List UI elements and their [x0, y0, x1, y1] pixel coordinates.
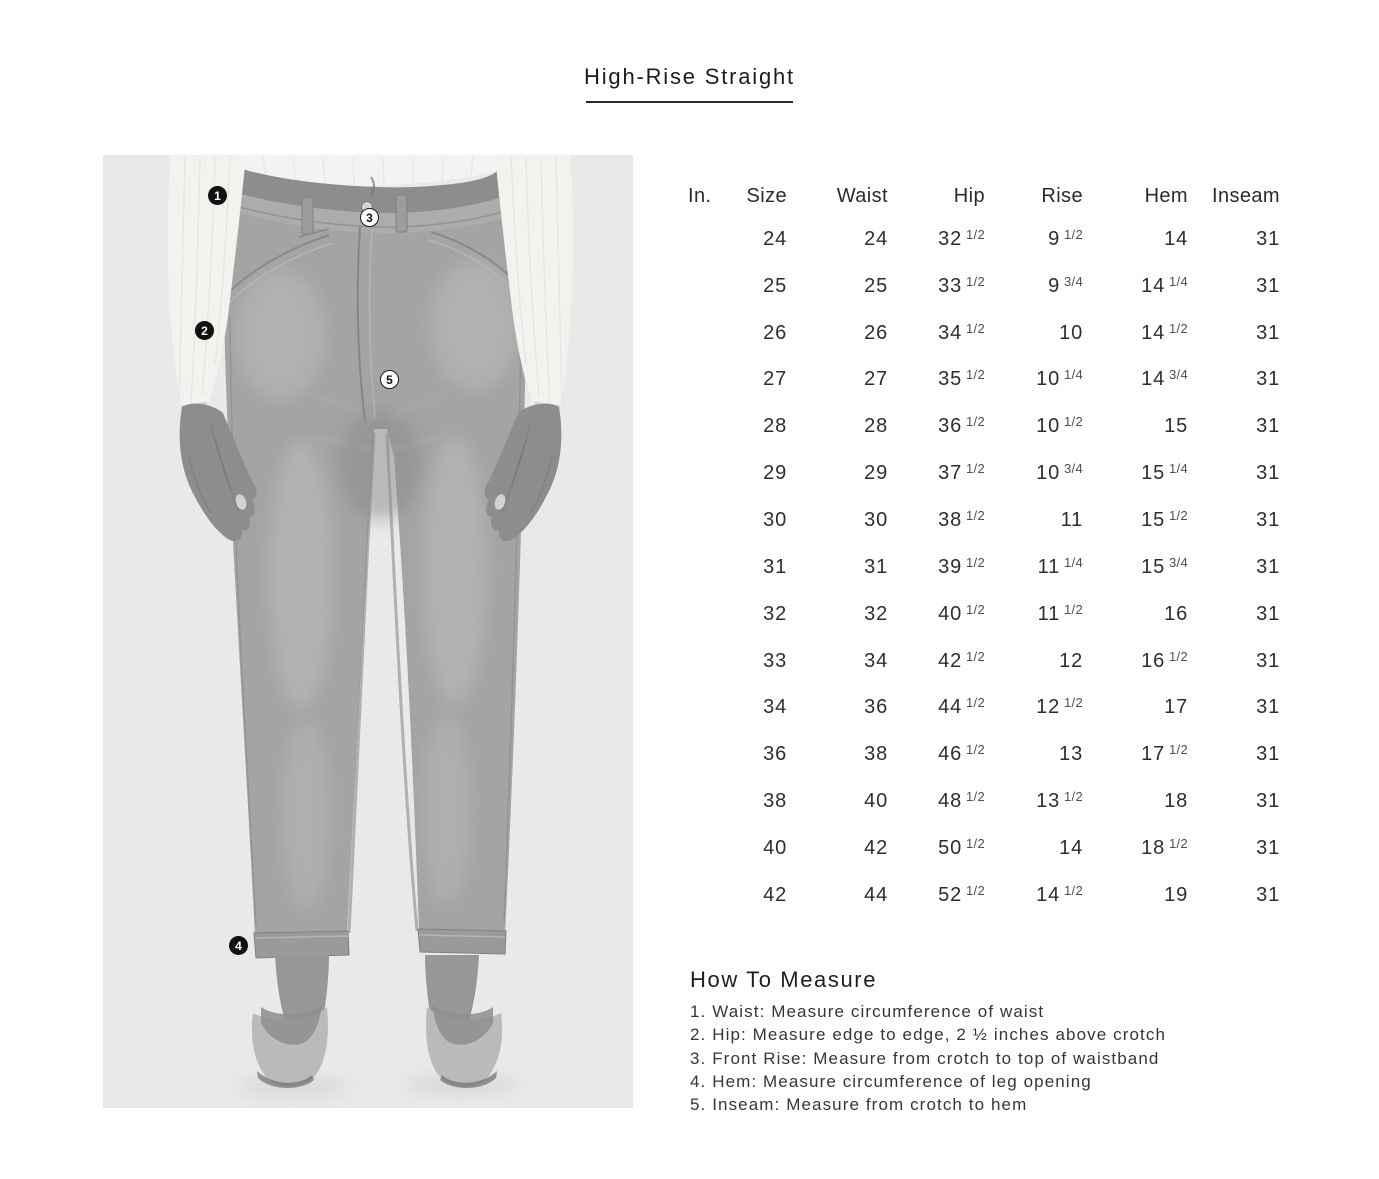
- size-cell: 40 $^{1/2}$: [938, 601, 985, 625]
- size-cell: 27: [864, 368, 888, 391]
- size-cell: 36: [864, 696, 888, 719]
- size-cell: 10 $^{1/4}$: [1036, 367, 1083, 391]
- size-cell: 14: [1164, 227, 1188, 250]
- size-cell: 38: [763, 790, 787, 813]
- size-cell: 9 $^{3/4}$: [1048, 273, 1083, 297]
- size-cell: 35 $^{1/2}$: [938, 367, 985, 391]
- size-cell: 24: [864, 227, 888, 250]
- size-cell: 10: [1059, 321, 1083, 344]
- size-cell: 48 $^{1/2}$: [938, 789, 985, 813]
- how-to-measure-list: [690, 1000, 1166, 1116]
- unit-cell: [688, 684, 728, 731]
- size-row: [688, 450, 1280, 497]
- size-cell: 26: [864, 321, 888, 344]
- size-row: [688, 825, 1280, 872]
- size-cell: 31: [864, 555, 888, 578]
- size-cell: 46 $^{1/2}$: [938, 742, 985, 766]
- size-cell: 14: [1059, 836, 1083, 859]
- size-cell: 30: [763, 508, 787, 531]
- size-row: [688, 216, 1280, 263]
- size-cell: 31: [1256, 368, 1280, 391]
- size-cell: 28: [763, 415, 787, 438]
- column-header-waist: Waist: [836, 184, 888, 207]
- size-cell: 30: [864, 508, 888, 531]
- size-cell: 15 $^{1/4}$: [1141, 461, 1188, 485]
- unit-cell: [688, 216, 728, 263]
- size-cell: 31: [1256, 602, 1280, 625]
- marker-waist: 1: [208, 186, 227, 205]
- size-cell: 15 $^{3/4}$: [1141, 554, 1188, 578]
- size-cell: 44 $^{1/2}$: [938, 695, 985, 719]
- measure-step-front-rise: 3. Front Rise: Measure from crotch to top of waistband: [690, 1048, 1160, 1068]
- size-cell: 29: [763, 462, 787, 485]
- column-header-rise: Rise: [1041, 184, 1083, 207]
- size-cell: 11: [1060, 508, 1083, 531]
- size-cell: 27: [763, 368, 787, 391]
- size-cell: 40: [864, 790, 888, 813]
- measure-step-hem: 4. Hem: Measure circumference of leg opening: [690, 1071, 1092, 1091]
- size-row: [688, 263, 1280, 310]
- size-cell: 31: [1256, 836, 1280, 859]
- size-cell: 18: [1164, 790, 1188, 813]
- size-cell: 24: [763, 227, 787, 250]
- size-cell: 29: [864, 462, 888, 485]
- size-cell: 14 $^{1/4}$: [1141, 273, 1188, 297]
- size-cell: 42: [763, 883, 787, 906]
- unit-header: In.: [688, 184, 712, 207]
- how-to-measure-heading: How To Measure: [690, 967, 878, 992]
- size-cell: 40: [763, 836, 787, 859]
- size-chart-header-row: [688, 176, 1280, 216]
- size-cell: 42 $^{1/2}$: [938, 648, 985, 672]
- size-cell: 31: [1256, 462, 1280, 485]
- marker-front-rise: 3: [360, 208, 379, 227]
- size-cell: 38: [864, 743, 888, 766]
- size-cell: 34: [763, 696, 787, 719]
- size-cell: 39 $^{1/2}$: [938, 554, 985, 578]
- size-cell: 13: [1059, 743, 1083, 766]
- unit-cell: [688, 403, 728, 450]
- marker-hip: 2: [195, 321, 214, 340]
- size-cell: 14 $^{1/2}$: [1036, 882, 1083, 906]
- size-cell: 13 $^{1/2}$: [1036, 789, 1083, 813]
- size-cell: 15 $^{1/2}$: [1141, 507, 1188, 531]
- column-header-inseam: Inseam: [1212, 184, 1280, 207]
- size-cell: 25: [763, 274, 787, 297]
- size-cell: 17: [1164, 696, 1188, 719]
- size-row: [688, 872, 1280, 919]
- size-cell: 31: [1256, 883, 1280, 906]
- size-row: [688, 357, 1280, 404]
- size-cell: 44: [864, 883, 888, 906]
- size-cell: 12: [1059, 649, 1083, 672]
- size-chart-table: [688, 176, 1280, 919]
- unit-cell: [688, 778, 728, 825]
- size-cell: 18 $^{1/2}$: [1141, 835, 1188, 859]
- size-cell: 14 $^{1/2}$: [1141, 320, 1188, 344]
- size-cell: 16 $^{1/2}$: [1141, 648, 1188, 672]
- size-cell: 31: [763, 555, 787, 578]
- measure-step-hip: 2. Hip: Measure edge to edge, 2 ½ inches above crotch: [690, 1025, 1167, 1045]
- size-cell: 14 $^{3/4}$: [1141, 367, 1188, 391]
- size-cell: 42: [864, 836, 888, 859]
- size-cell: 31: [1256, 555, 1280, 578]
- size-cell: 31: [1256, 415, 1280, 438]
- size-row: [688, 544, 1280, 591]
- size-cell: 31: [1256, 649, 1280, 672]
- size-cell: 37 $^{1/2}$: [938, 461, 985, 485]
- unit-cell: [688, 731, 728, 778]
- model-photo: [103, 155, 633, 1108]
- unit-cell: [688, 591, 728, 638]
- size-cell: 31: [1256, 274, 1280, 297]
- size-cell: 34 $^{1/2}$: [938, 320, 985, 344]
- unit-cell: [688, 450, 728, 497]
- size-cell: 15: [1164, 415, 1188, 438]
- size-cell: 32: [763, 602, 787, 625]
- size-cell: 9 $^{1/2}$: [1048, 226, 1083, 250]
- jeans-figure-illustration: [103, 155, 633, 1108]
- size-row: [688, 638, 1280, 685]
- size-cell: 10 $^{1/2}$: [1036, 414, 1083, 438]
- size-cell: 26: [763, 321, 787, 344]
- measure-step-inseam: 5. Inseam: Measure from crotch to hem: [690, 1095, 1028, 1115]
- size-cell: 31: [1256, 790, 1280, 813]
- size-cell: 10 $^{3/4}$: [1036, 461, 1083, 485]
- size-cell: 38 $^{1/2}$: [938, 507, 985, 531]
- size-cell: 32: [864, 602, 888, 625]
- size-cell: 16: [1164, 602, 1188, 625]
- size-row: [688, 731, 1280, 778]
- size-cell: 50 $^{1/2}$: [938, 835, 985, 859]
- size-row: [688, 497, 1280, 544]
- unit-cell: [688, 357, 728, 404]
- size-row: [688, 778, 1280, 825]
- size-cell: 33 $^{1/2}$: [938, 273, 985, 297]
- size-cell: 52 $^{1/2}$: [938, 882, 985, 906]
- size-cell: 36: [763, 743, 787, 766]
- size-table-body: [688, 216, 1280, 919]
- page-title: High-Rise Straight: [584, 64, 795, 89]
- unit-cell: [688, 263, 728, 310]
- unit-cell: [688, 872, 728, 919]
- size-cell: 12 $^{1/2}$: [1036, 695, 1083, 719]
- marker-hem: 4: [229, 936, 248, 955]
- size-cell: 31: [1256, 508, 1280, 531]
- size-cell: 33: [763, 649, 787, 672]
- size-row: [688, 591, 1280, 638]
- title-underline: [586, 101, 793, 103]
- size-row: [688, 684, 1280, 731]
- size-cell: 34: [864, 649, 888, 672]
- size-cell: 31: [1256, 227, 1280, 250]
- column-header-hem: Hem: [1144, 184, 1188, 207]
- size-cell: 11 $^{1/4}$: [1037, 554, 1083, 578]
- unit-cell: [688, 825, 728, 872]
- size-cell: 31: [1256, 321, 1280, 344]
- size-cell: 31: [1256, 696, 1280, 719]
- size-cell: 19: [1164, 883, 1188, 906]
- size-cell: 36 $^{1/2}$: [938, 414, 985, 438]
- size-cell: 32 $^{1/2}$: [938, 226, 985, 250]
- size-cell: 11 $^{1/2}$: [1037, 601, 1083, 625]
- unit-cell: [688, 638, 728, 685]
- measure-step-waist: 1. Waist: Measure circumference of waist: [690, 1002, 1045, 1021]
- unit-cell: [688, 544, 728, 591]
- column-header-hip: Hip: [953, 184, 985, 207]
- size-cell: 17 $^{1/2}$: [1141, 742, 1188, 766]
- size-cell: 25: [864, 274, 888, 297]
- unit-cell: [688, 310, 728, 357]
- size-row: [688, 403, 1280, 450]
- column-header-size: Size: [746, 184, 787, 207]
- marker-inseam: 5: [380, 370, 399, 389]
- size-row: [688, 310, 1280, 357]
- unit-cell: [688, 497, 728, 544]
- size-cell: 31: [1256, 743, 1280, 766]
- size-cell: 28: [864, 415, 888, 438]
